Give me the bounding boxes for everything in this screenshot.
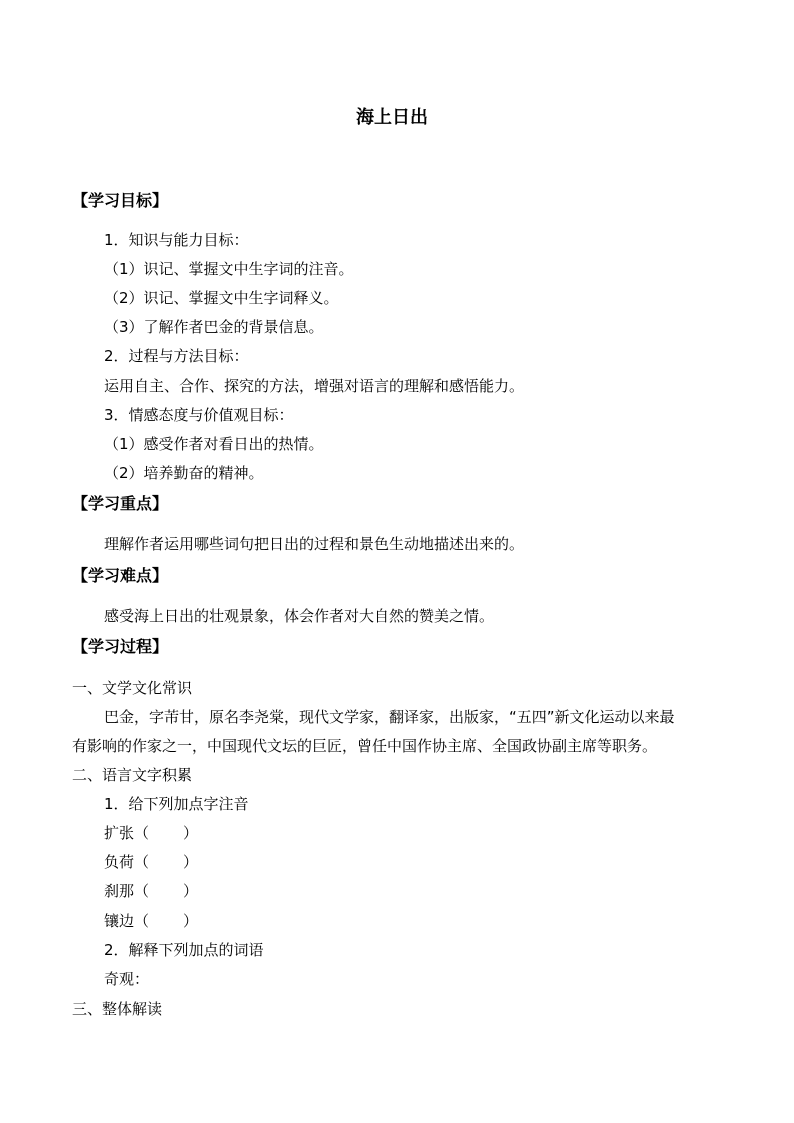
question-1: 1．给下列加点字注音 [104, 795, 249, 813]
key-points-text: 理解作者运用哪些词句把日出的过程和景色生动地描述出来的。 [104, 535, 525, 553]
objective-line: 1．知识与能力目标： [104, 231, 249, 249]
section-title-1: 一、文学文化常识 [72, 679, 193, 697]
close-paren: ） [183, 912, 199, 930]
objective-line: 运用自主、合作、探究的方法，增强对语言的理解和感悟能力。 [104, 377, 525, 395]
pinyin-word: 镶边（ [104, 912, 150, 930]
page-title: 海上日出 [356, 107, 428, 128]
section-title-3: 三、整体解读 [72, 1000, 163, 1018]
pinyin-item [104, 852, 198, 872]
difficulties-text: 感受海上日出的壮观景象，体会作者对大自然的赞美之情。 [104, 607, 495, 625]
close-paren: ） [183, 882, 199, 900]
objective-line: （1）感受作者对看日出的热情。 [104, 435, 324, 453]
objective-line: （2）培养勤奋的精神。 [104, 464, 264, 482]
pinyin-item [104, 911, 198, 931]
pinyin-word: 负荷（ [104, 853, 150, 871]
pinyin-item [104, 823, 198, 843]
process-heading: 【学习过程】 [72, 637, 169, 656]
key-points-heading: 【学习重点】 [72, 494, 169, 513]
pinyin-word: 扩张（ [104, 824, 150, 842]
term-qiguan: 奇观： [104, 970, 150, 988]
objective-line: 2．过程与方法目标： [104, 347, 249, 365]
objective-line: （3）了解作者巴金的背景信息。 [104, 318, 324, 336]
pinyin-word: 刹那（ [104, 882, 150, 900]
objectives-heading: 【学习目标】 [72, 191, 169, 210]
bio-line-2: 有影响的作家之一，中国现代文坛的巨匠，曾任中国作协主席、全国政协副主席等职务。 [72, 737, 658, 755]
close-paren: ） [183, 853, 199, 871]
pinyin-item [104, 881, 198, 901]
objective-line: 3．情感态度与价值观目标： [104, 406, 294, 424]
bio-line-1: 巴金，字芾甘，原名李尧棠，现代文学家，翻译家，出版家，“五四”新文化运动以来最 [104, 708, 675, 726]
difficulties-heading: 【学习难点】 [72, 566, 169, 585]
question-2: 2．解释下列加点的词语 [104, 941, 264, 959]
objective-line: （1）识记、掌握文中生字词的注音。 [104, 260, 354, 278]
objective-line: （2）识记、掌握文中生字词释义。 [104, 289, 339, 307]
close-paren: ） [183, 824, 199, 842]
section-title-2: 二、语言文字积累 [72, 766, 193, 784]
